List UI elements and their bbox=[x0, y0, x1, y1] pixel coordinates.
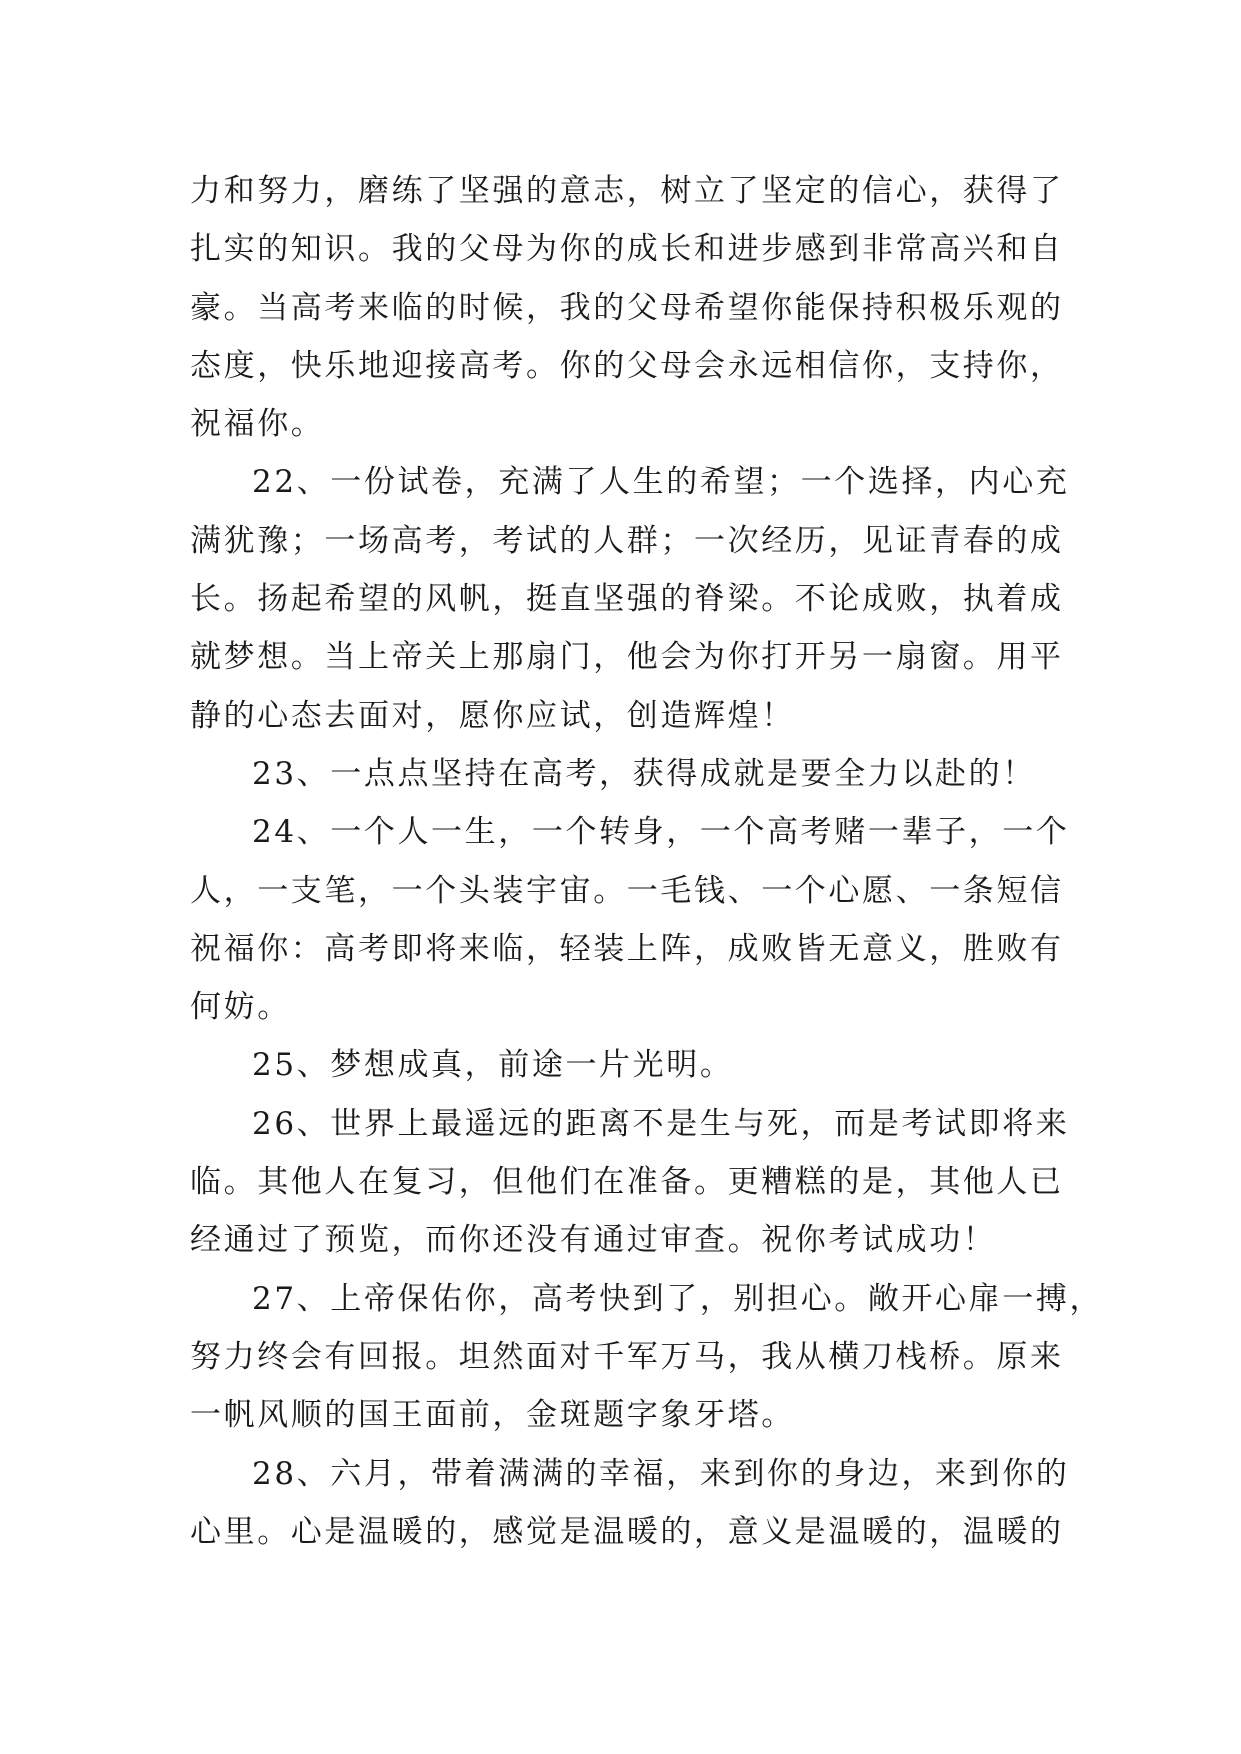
text-line: 长。扬起希望的风帆，挺直坚强的脊梁。不论成败，执着成 bbox=[190, 581, 1064, 618]
paragraph-start-line: 24、一个人一生，一个转身，一个高考赌一辈子，一个 bbox=[252, 814, 1070, 851]
text-line: 临。其他人在复习，但他们在准备。更糟糕的是，其他人已 bbox=[190, 1164, 1064, 1201]
text-line: 扎实的知识。我的父母为你的成长和进步感到非常高兴和自 bbox=[190, 231, 1064, 268]
text-line: 力和努力，磨练了坚强的意志，树立了坚定的信心，获得了 bbox=[190, 173, 1064, 209]
paragraph-start-line: 28、六月，带着满满的幸福，来到你的身边，来到你的 bbox=[252, 1455, 1070, 1492]
text-line: 就梦想。当上帝关上那扇门，他会为你打开另一扇窗。用平 bbox=[190, 639, 1064, 676]
text-line: 一帆风顺的国王面前，金斑题字象牙塔。 bbox=[190, 1397, 795, 1434]
text-line: 静的心态去面对，愿你应试，创造辉煌！ bbox=[190, 697, 795, 734]
paragraph-start-line: 25、梦想成真，前途一片光明。 bbox=[252, 1047, 734, 1084]
document-body bbox=[190, 162, 1104, 1561]
paragraph-start-line: 27、上帝保佑你，高考快到了，别担心。敞开心扉一搏， bbox=[252, 1280, 1104, 1317]
text-line: 人，一支笔，一个头装宇宙。一毛钱、一个心愿、一条短信 bbox=[190, 872, 1064, 909]
text-line: 态度，快乐地迎接高考。你的父母会永远相信你，支持你， bbox=[190, 347, 1064, 384]
text-line: 祝福你。 bbox=[190, 406, 325, 443]
text-line: 祝福你：高考即将来临，轻装上阵，成败皆无意义，胜败有 bbox=[190, 930, 1064, 967]
paragraph-start-line: 23、一点点坚持在高考，获得成就是要全力以赴的！ bbox=[252, 755, 1036, 792]
text-line: 心里。心是温暖的，感觉是温暖的，意义是温暖的，温暖的 bbox=[190, 1513, 1064, 1550]
text-line: 何妨。 bbox=[190, 989, 291, 1026]
text-line: 豪。当高考来临的时候，我的父母希望你能保持积极乐观的 bbox=[190, 289, 1064, 326]
text-line: 经通过了预览，而你还没有通过审查。祝你考试成功！ bbox=[190, 1222, 997, 1259]
text-line: 努力终会有回报。坦然面对千军万马，我从横刀栈桥。原来 bbox=[190, 1338, 1064, 1375]
text-line: 满犹豫；一场高考，考试的人群；一次经历，见证青春的成 bbox=[190, 522, 1064, 559]
paragraph-start-line: 22、一份试卷，充满了人生的希望；一个选择，内心充 bbox=[252, 464, 1070, 501]
paragraph-start-line: 26、世界上最遥远的距离不是生与死，而是考试即将来 bbox=[252, 1105, 1070, 1142]
